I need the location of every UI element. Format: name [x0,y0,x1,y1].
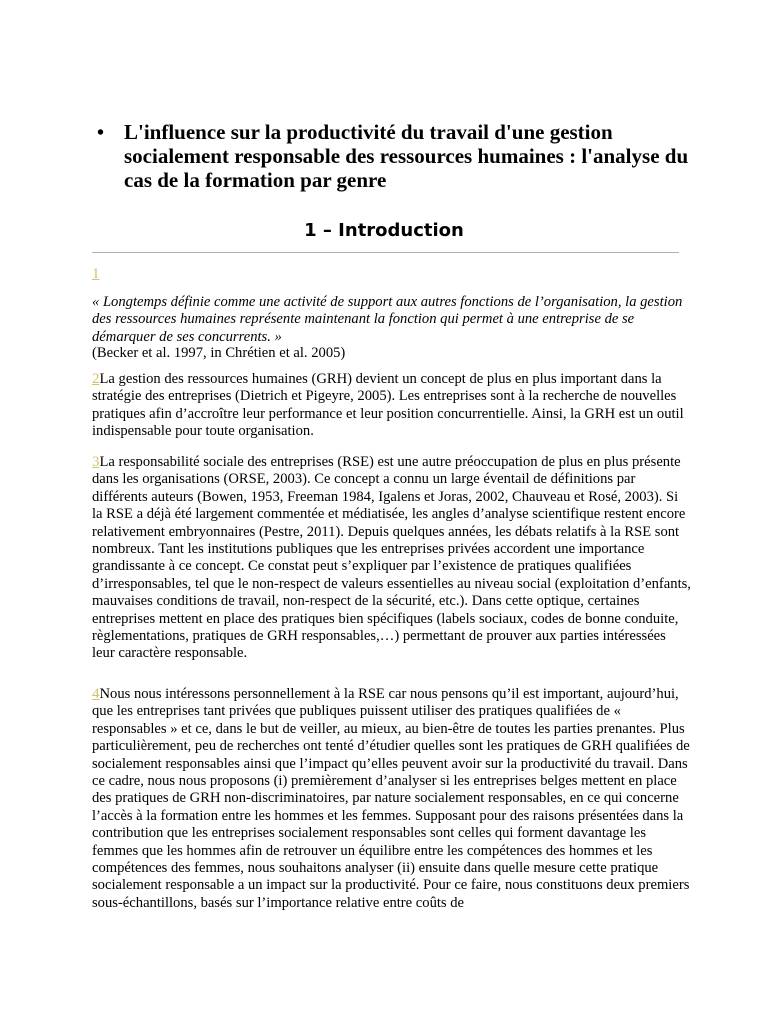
title-block [97,120,717,192]
paragraph-number-link[interactable]: 2 [92,371,100,387]
epigraph-quote: « Longtemps définie comme une activité de support aux autres fonctions de l’organisation, la gestion des ressources humaines représente maintenant la fonction qui permet à une entreprise de se démarquer de ses concurrents. » [92,294,683,345]
section-heading: 1 – Introduction [304,220,464,241]
paragraph-text: La gestion des ressources humaines (GRH) devient un concept de plus en plus important dans la stratégie des entreprises (Dietrich et Pigeyre, 2005). Les entreprises sont à la recherche de nouvelles pratiques afin d’accroître leur performance et leur position concurrentielle. Ainsi, la GRH est un outil indispensable pour toute organisation. [92,371,684,440]
paragraph [92,686,692,912]
paragraph-text: Nous nous intéressons personnellement à la RSE car nous pensons qu’il est important, aujourd’hui, que les entreprises tant privées que publiques puissent utiliser des pratiques qualifiées de « responsables » et ce, dans le but de veiller, au mieux, au bien-être de toutes les parties prenantes. Plus particulièrement, peu de recherches ont tenté d’étudier quelles sont les pratiques de GRH qualifiées de socialement responsables ainsi que l’impact qu’elles peuvent avoir sur la productivité du travail. Dans ce cadre, nous nous proposons (i) premièrement d’analyser si les entreprises belges mettent en place des pratiques de GRH non-discriminatoires, par nature socialement responsables, en ce qui concerne l’accès à la formation entre les hommes et les femmes. Supposant pour des raisons présentées dans la contribution que les entreprises socialement responsables sont celles qui forment davantage les femmes que les hommes afin de retrouver un équilibre entre les compétences des hommes et les compétences des femmes, nous souhaitons analyser (ii) ensuite dans quelle mesure cette pratique socialement responsable a un impact sur la productivité. Pour ce faire, nous constituons deux premiers sous-échantillons, basés sur l’importance relative entre coûts de [92,686,690,911]
paragraph-number-link[interactable]: 3 [92,454,100,470]
paragraph [92,371,692,441]
paragraph [92,454,692,663]
paragraph-text: La responsabilité sociale des entreprises (RSE) est une autre préoccupation de plus en plus présente dans les organisations (ORSE, 2003). Ce concept a connu un large éventail de définitions par différents auteurs (Bowen, 1953, Freeman 1984, Igalens et Joras, 2002, Chauveau et Rosé, 2003). Si la RSE a déjà été largement commentée et médiatisée, les angles d’analyse scientifique restent encore relativement embryonnaires (Pestre, 2011). Depuis quelques années, les débats relatifs à la RSE sont nombreux. Tant les institutions publiques que les entreprises privées accordent une importance grandissante à ce concept. Ce constat peut s’expliquer par l’existence de pratiques qualifiées d’irresponsables, tel que le non-respect de valeurs essentielles au niveau social (exploitation d’enfants, mauvaises conditions de travail, non-respect de la sécurité, etc.). Dans cette optique, certaines entreprises mettent en place des pratiques bien spécifiques (labels sociaux, codes de bonne conduite, règlementations, pratiques de GRH responsables,…) permettant de prouver aux parties intéressées leur caractère responsable. [92,454,691,662]
paragraph-number-link[interactable]: 4 [92,686,100,702]
document-title: L'influence sur la productivité du travail d'une gestion socialement responsable des ressources humaines : l'analyse du cas de la formation par genre [124,120,689,192]
paragraph-number-link[interactable]: 1 [92,266,100,282]
horizontal-rule [92,252,679,253]
title-bullet: • [97,122,105,144]
epigraph-source: (Becker et al. 1997, in Chrétien et al. 2005) [92,345,346,361]
